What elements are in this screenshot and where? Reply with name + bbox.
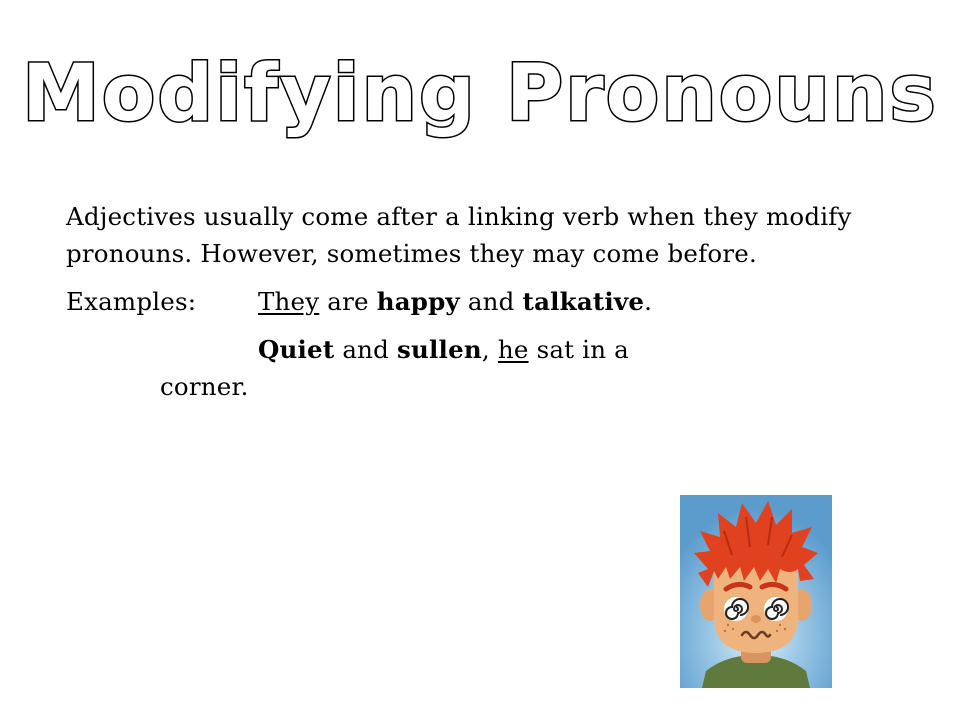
example1-adj1: happy — [376, 287, 460, 316]
example2-adj1: Quiet — [258, 335, 335, 364]
nose — [751, 615, 761, 623]
example2-rest: sat in a — [536, 335, 629, 364]
example2-subject: he — [497, 335, 529, 364]
example2-conj: and — [342, 335, 390, 364]
example-2-continued: corner. — [160, 372, 249, 401]
slide-body — [66, 198, 856, 405]
intro-paragraph: Adjectives usually come after a linking verb when they modify pronouns. However, sometimes they may come before. — [66, 202, 852, 268]
example2-comma: , — [481, 335, 490, 364]
examples-label: Examples: — [66, 287, 197, 316]
example1-conj: and — [467, 287, 515, 316]
example1-subject: They — [258, 287, 320, 316]
example2-adj2: sullen — [397, 335, 482, 364]
example-2 — [66, 331, 856, 368]
example1-end: . — [644, 287, 653, 316]
slide-title: Modifying Pronouns — [22, 49, 938, 139]
example1-adj2: talkative — [522, 287, 645, 316]
example1-verb: are — [327, 287, 369, 316]
dizzy-boy-icon — [680, 495, 832, 688]
example-1 — [66, 283, 856, 320]
dizzy-boy-drawing — [680, 495, 832, 688]
